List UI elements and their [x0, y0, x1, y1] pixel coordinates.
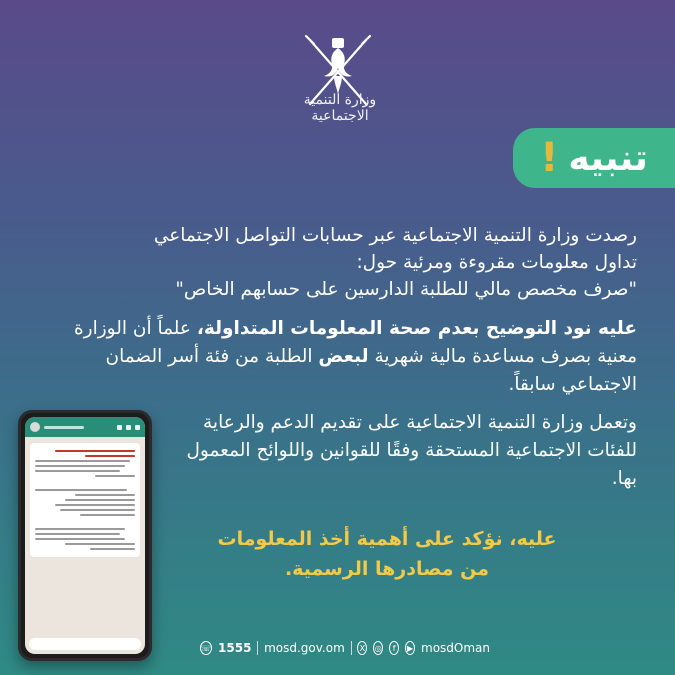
avatar: [30, 422, 40, 432]
exclamation-icon: !: [540, 135, 559, 181]
divider: [351, 641, 352, 655]
intro-line-2: تداول معلومات مقروءة ومرئية حول:: [356, 252, 637, 273]
website-link[interactable]: mosd.gov.om: [264, 641, 345, 655]
paragraph-intro: [37, 222, 637, 303]
alert-label: تنبيه: [568, 137, 648, 179]
clarification-bold-2: لبعض: [318, 346, 369, 367]
phone-icon: ☏: [200, 641, 212, 655]
chat-header-icons: [117, 425, 140, 430]
x-icon[interactable]: X: [357, 641, 367, 655]
youtube-icon[interactable]: ▶: [405, 641, 415, 655]
highlight-line-1: عليه، نؤكد على أهمية أخذ المعلومات: [217, 528, 557, 550]
intro-line-1: رصدت وزارة التنمية الاجتماعية عبر حسابات التواصل الاجتماعي: [153, 225, 637, 246]
paragraph-clarification: [37, 315, 637, 399]
intro-line-3: "صرف مخصص مالي للطلبة الدارسين على حسابهم الخاص": [175, 279, 637, 300]
phone-number: 1555: [218, 641, 252, 655]
facebook-icon[interactable]: f: [389, 641, 399, 655]
alert-banner: [513, 128, 675, 188]
clarification-text-1: علماً أن الوزارة معنية بصرف مساعدة مالية شهرية: [73, 318, 637, 367]
chat-input-bar: [29, 638, 141, 650]
highlight-note: [187, 524, 587, 584]
social-handle: mosdOman: [421, 641, 490, 655]
clarification-bold: عليه نود التوضيح بعدم صحة المعلومات المتداولة،: [196, 318, 637, 339]
instagram-icon[interactable]: ◎: [373, 641, 383, 655]
chat-bubble: [30, 443, 140, 557]
paragraph-support: وتعمل وزارة التنمية الاجتماعية على تقديم الدعم والرعاية للفئات الاجتماعية المستحقة وفقًا للقوانين واللوائح المعمول بها.: [186, 412, 637, 489]
ministry-name-logo: وزارة التنمية الاجتماعية: [303, 92, 377, 124]
divider: [257, 641, 258, 655]
chat-header: [25, 417, 145, 437]
chat-screenshot: [25, 417, 145, 654]
highlight-line-2: من مصادرها الرسمية.: [284, 558, 490, 580]
footer-contact: [200, 636, 490, 660]
phone-mockup: [18, 410, 152, 661]
clarification-text-2: الطلبة من فئة أسر الضمان الاجتماعي سابقاً.: [105, 346, 637, 395]
contact-name-placeholder: [44, 426, 84, 429]
